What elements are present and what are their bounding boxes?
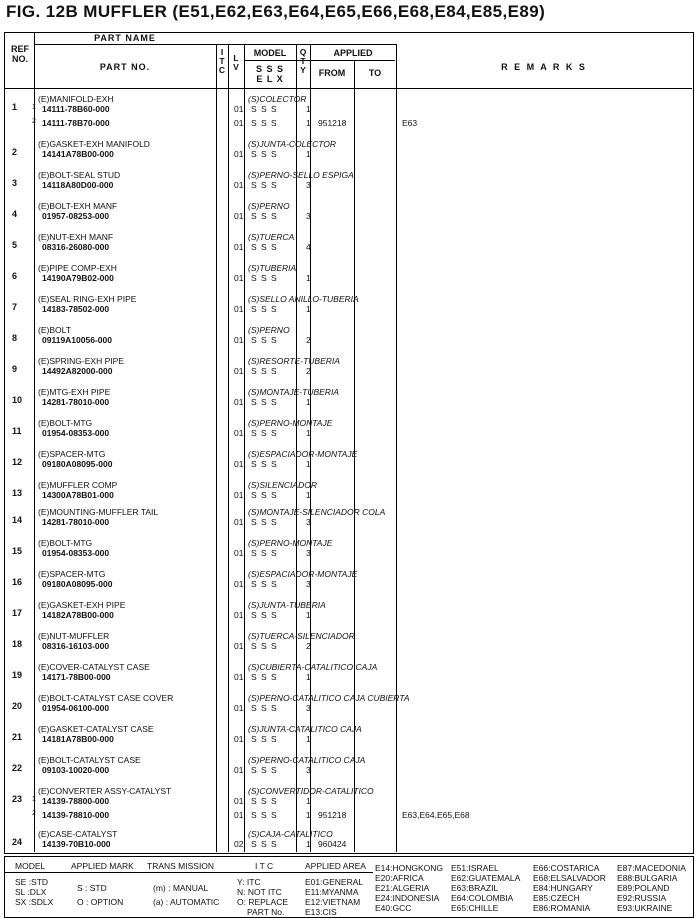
part-number: 14139-78810-000 (42, 810, 110, 820)
part-number: 14111-78B70-000 (42, 118, 110, 128)
part-number: 14141A78B00-000 (42, 149, 114, 159)
lv-value: 01 (234, 490, 244, 500)
part-name: (E)MTG-EXH PIPE (38, 387, 111, 397)
qty-value: 1 (306, 672, 311, 682)
part-number: 09103-10020-000 (42, 765, 110, 775)
legend-model-header: MODEL (15, 861, 46, 871)
remarks-value: E63 (402, 118, 418, 128)
ref-number: 2 (12, 147, 18, 157)
legend-applied-mark-header: APPLIED MARK (71, 861, 134, 871)
model-marks: S S S (251, 579, 278, 589)
part-number: 01957-08253-000 (42, 211, 110, 221)
applied-from: 951218 (318, 118, 347, 128)
lv-value: 01 (234, 703, 244, 713)
table-row (4, 755, 692, 783)
spanish-name: (S)MONTAJE-TUBERIA (248, 387, 339, 397)
part-number: 01954-08353-000 (42, 548, 110, 558)
qty-value: 2 (306, 641, 311, 651)
lv-value: 01 (234, 366, 244, 376)
qty-value: 1 (306, 304, 311, 314)
spanish-name: (S)CONVERTIDOR-CATALITICO (248, 786, 374, 796)
lv-value: 01 (234, 548, 244, 558)
legend-areas-4: E66:COSTARICA E68:ELSALVADOR E84:HUNGARY E85:CZECH E86:ROMANIA (533, 863, 606, 913)
part-name: (E)MUFFLER COMP (38, 480, 118, 490)
spanish-name: (S)CAJA-CATALITICO (248, 829, 333, 839)
lv-value: 01 (234, 273, 244, 283)
spanish-name: (S)TUBERIA (248, 263, 297, 273)
lv-value: 02 (234, 839, 244, 849)
qty-value: 1 (306, 734, 311, 744)
ref-number: 11 (12, 426, 22, 436)
ref-number: 13 (12, 488, 23, 498)
part-number: 09180A08095-000 (42, 579, 113, 589)
table-row (4, 263, 692, 291)
ref-number: 22 (12, 763, 23, 773)
model-marks: S S S (251, 242, 278, 252)
sub-index: 2 (32, 118, 36, 125)
lv-value: 01 (234, 672, 244, 682)
part-number: 14171-78B00-000 (42, 672, 111, 682)
qty-value: 1 (306, 149, 311, 159)
legend-areas-1: E01:GENERAL E11:MYANMA E12:VIETNAM E13:CIS (305, 877, 364, 917)
legend-areas-5: E87:MACEDONIA E88:BULGARIA E89:POLAND E92:RUSSIA E93:UKRAINE (617, 863, 686, 913)
spanish-name: (S)PERNO (248, 325, 290, 335)
qty-value: 3 (306, 180, 311, 190)
part-number: 09180A08095-000 (42, 459, 113, 469)
model-marks: S S S (251, 641, 278, 651)
part-name: (E)BOLT-SEAL STUD (38, 170, 121, 180)
table-row (4, 449, 692, 477)
lv-header: L V (233, 53, 239, 72)
lv-value: 01 (234, 641, 244, 651)
lv-value: 01 (234, 734, 244, 744)
table-row (4, 139, 692, 167)
part-number: 14139-70B10-000 (42, 839, 111, 849)
model-marks: S S S (251, 397, 278, 407)
ref-number: 19 (12, 670, 23, 680)
ref-number: 23 (12, 794, 23, 804)
model-marks: S S S (251, 180, 278, 190)
model-marks: S S S (251, 810, 278, 820)
model-marks: S S S (251, 796, 278, 806)
spanish-name: (S)ESPACIADOR-MONTAJE (248, 449, 358, 459)
lv-value: 01 (234, 242, 244, 252)
ref-number: 14 (12, 515, 23, 525)
ref-number: 16 (12, 577, 23, 587)
header-divider (34, 44, 396, 45)
sub-index: 1 (32, 796, 36, 803)
applied-from: 951218 (318, 810, 347, 820)
remarks-value: E63,E64,E65,E68 (402, 810, 470, 820)
part-name: (E)MOUNTING-MUFFLER TAIL (38, 507, 159, 517)
model-marks: S S S (251, 304, 278, 314)
spanish-name: (S)CUBIERTA-CATALITICO CAJA (248, 662, 378, 672)
model-marks: S S S (251, 428, 278, 438)
model-divider (245, 60, 395, 61)
sub-index: 2 (32, 810, 36, 817)
spanish-name: (S)PERNO-SELLO ESPIGA (248, 170, 354, 180)
table-row (4, 94, 692, 132)
model-marks: S S S (251, 517, 278, 527)
ref-number: 4 (12, 209, 18, 219)
part-name: (E)COVER-CATALYST CASE (38, 662, 150, 672)
spanish-name: (S)MONTAJE-SILENCIADOR COLA (248, 507, 386, 517)
part-number: 14118A80D00-000 (42, 180, 114, 190)
lv-value: 01 (234, 149, 244, 159)
lv-value: 01 (234, 810, 244, 820)
model-marks: S S S (251, 335, 278, 345)
table-row (4, 662, 692, 690)
model-marks: S S S (251, 548, 278, 558)
ref-number: 10 (12, 395, 23, 405)
lv-value: 01 (234, 397, 244, 407)
qty-value: 1 (306, 610, 311, 620)
part-name: (E)BOLT-CATALYST CASE (38, 755, 141, 765)
legend-header-divider (5, 872, 373, 873)
ref-number: 24 (12, 837, 23, 847)
spanish-name: (S)ESPACIADOR-MONTAJE (248, 569, 358, 579)
model-marks: S S S (251, 211, 278, 221)
ref-number: 21 (12, 732, 23, 742)
qty-header: Q T Y (299, 47, 307, 75)
qty-value: 1 (306, 428, 311, 438)
table-row (4, 170, 692, 198)
sub-index: 1 (32, 104, 36, 111)
part-number: 14300A78B01-000 (42, 490, 114, 500)
lv-value: 01 (234, 459, 244, 469)
part-number: 14111-78B60-000 (42, 104, 110, 114)
part-name-header: PART NAME (94, 33, 156, 43)
lv-value: 01 (234, 796, 244, 806)
part-name: (E)BOLT-EXH MANF (38, 201, 118, 211)
ref-number: 3 (12, 178, 18, 188)
legend-areas-2: E14:HONGKONG E20:AFRICA E21:ALGERIA E24:INDONESIA E40:GCC (375, 863, 444, 913)
part-number: 14281-78010-000 (42, 517, 110, 527)
part-no-header: PART NO. (99, 62, 151, 72)
lv-value: 01 (234, 765, 244, 775)
model-marks: S S S (251, 273, 278, 283)
table-row (4, 325, 692, 353)
legend-marks: S : STD O : OPTION (77, 883, 124, 907)
spanish-name: (S)TUERCA (248, 232, 295, 242)
qty-value: 3 (306, 548, 311, 558)
lv-value: 01 (234, 517, 244, 527)
part-name: (E)PIPE COMP-EXH (38, 263, 117, 273)
qty-value: 1 (306, 839, 311, 849)
table-row (4, 480, 692, 508)
part-number: 01954-08353-000 (42, 428, 110, 438)
table-row (4, 294, 692, 322)
part-name: (E)BOLT-MTG (38, 538, 93, 548)
ref-number: 1 (12, 102, 18, 112)
spanish-name: (S)JUNTA-CATALITICO CAJA (248, 724, 362, 734)
model-header: MODEL (253, 48, 287, 58)
model-marks: S S S (251, 734, 278, 744)
legend-box (4, 856, 694, 918)
table-row (4, 538, 692, 566)
part-name: (E)BOLT (38, 325, 71, 335)
ref-number: 8 (12, 333, 18, 343)
spanish-name: (S)COLECTOR (248, 94, 307, 104)
to-header: TO (368, 68, 382, 78)
lv-value: 01 (234, 180, 244, 190)
qty-value: 1 (306, 273, 311, 283)
table-row (4, 201, 692, 229)
part-name: (E)BOLT-MTG (38, 418, 93, 428)
part-name: (E)SPACER-MTG (38, 569, 106, 579)
table-row (4, 387, 692, 415)
spanish-name: (S)SELLO ANILLO-TUBERIA (248, 294, 359, 304)
table-row (4, 829, 692, 857)
model-marks: S S S (251, 610, 278, 620)
page-title: FIG. 12B MUFFLER (E51,E62,E63,E64,E65,E66,E68,E84,E85,E89) (6, 2, 546, 21)
applied-from: 960424 (318, 839, 347, 849)
legend-itc: Y: ITC N: NOT ITC O: REPLACE PART No. (237, 877, 289, 917)
model-marks: S S S (251, 672, 278, 682)
part-name: (E)SEAL RING-EXH PIPE (38, 294, 137, 304)
qty-value: 2 (306, 366, 311, 376)
part-name: (E)GASKET-EXH PIPE (38, 600, 126, 610)
table-row (4, 786, 692, 824)
qty-value: 1 (306, 796, 311, 806)
part-number: 14182A78B00-000 (42, 610, 114, 620)
part-name: (E)SPACER-MTG (38, 449, 106, 459)
part-number: 14281-78010-000 (42, 397, 110, 407)
part-number: 14181A78B00-000 (42, 734, 114, 744)
legend-areas-3: E51:ISRAEL E62:GUATEMALA E63:BRAZIL E64:COLOMBIA E65:CHILLE (451, 863, 521, 913)
part-name: (E)SPRING-EXH PIPE (38, 356, 124, 366)
legend-area-header: APPLIED AREA (305, 861, 366, 871)
part-name: (E)NUT-MUFFLER (38, 631, 110, 641)
lv-value: 01 (234, 304, 244, 314)
part-number: 14492A82000-000 (42, 366, 113, 376)
model-marks: S S S (251, 104, 278, 114)
ref-number: 6 (12, 271, 18, 281)
ref-number: 15 (12, 546, 23, 556)
qty-value: 1 (306, 118, 311, 128)
legend-itc-header: I T C (255, 861, 274, 871)
qty-value: 2 (306, 335, 311, 345)
table-row (4, 356, 692, 384)
legend-models: SE :STD SL :DLX SX :SDLX (15, 877, 54, 907)
part-number: 14183-78502-000 (42, 304, 110, 314)
remarks-header: R E M A R K S (501, 62, 587, 72)
lv-value: 01 (234, 104, 244, 114)
lv-value: 01 (234, 335, 244, 345)
ref-number: 12 (12, 457, 23, 467)
part-name: (E)GASKET-CATALYST CASE (38, 724, 154, 734)
lv-value: 01 (234, 610, 244, 620)
lv-value: 01 (234, 118, 244, 128)
spanish-name: (S)RESORTE-TUBERIA (248, 356, 340, 366)
model-marks: S S S (251, 490, 278, 500)
ref-number: 7 (12, 302, 18, 312)
part-number: 01954-06100-000 (42, 703, 110, 713)
table-row (4, 569, 692, 597)
applied-header: APPLIED (333, 48, 373, 58)
model-marks: S S S (251, 703, 278, 713)
lv-value: 01 (234, 428, 244, 438)
lv-value: 01 (234, 211, 244, 221)
model-marks: S S S (251, 118, 278, 128)
spanish-name: (S)PERNO-CATALITICO CAJA (248, 755, 366, 765)
ref-number: 9 (12, 364, 18, 374)
qty-value: 4 (306, 242, 311, 252)
spanish-name: (S)PERNO (248, 201, 290, 211)
part-number: 14190A79B02-000 (42, 273, 114, 283)
legend-trans-header: TRANS MISSION (147, 861, 215, 871)
spanish-name: (S)SILENCIADOR (248, 480, 317, 490)
qty-value: 3 (306, 703, 311, 713)
qty-value: 1 (306, 104, 311, 114)
table-row (4, 232, 692, 260)
qty-value: 3 (306, 579, 311, 589)
qty-value: 1 (306, 397, 311, 407)
part-name: (E)MANIFOLD-EXH (38, 94, 114, 104)
part-name: (E)CASE-CATALYST (38, 829, 118, 839)
header-bottom-border (4, 88, 692, 89)
spanish-name: (S)PERNO-MONTAJE (248, 418, 333, 428)
part-number: 08316-16103-000 (42, 641, 110, 651)
part-number: 08316-26080-000 (42, 242, 110, 252)
part-number: 14139-78800-000 (42, 796, 110, 806)
spanish-name: (S)PERNO-MONTAJE (248, 538, 333, 548)
qty-value: 3 (306, 517, 311, 527)
spanish-name: (S)PERNO-CATALITICO CAJA CUBIERTA (248, 693, 410, 703)
qty-value: 3 (306, 765, 311, 775)
part-name: (E)BOLT-CATALYST CASE COVER (38, 693, 174, 703)
qty-value: 1 (306, 810, 311, 820)
model-marks: S S S (251, 149, 278, 159)
from-header: FROM (318, 68, 346, 78)
ref-number: 20 (12, 701, 23, 711)
qty-value: 1 (306, 459, 311, 469)
ref-no-header: REF NO. (11, 44, 29, 64)
table-row (4, 418, 692, 446)
table-row (4, 507, 692, 535)
part-name: (E)CONVERTER ASSY-CATALYST (38, 786, 172, 796)
table-row (4, 600, 692, 628)
ref-number: 17 (12, 608, 23, 618)
table-row (4, 724, 692, 752)
qty-value: 3 (306, 211, 311, 221)
qty-value: 1 (306, 490, 311, 500)
spanish-name: (S)JUNTA-TUBERIA (248, 600, 326, 610)
part-name: (E)NUT-EXH MANF (38, 232, 114, 242)
legend-trans: (m) : MANUAL (a) : AUTOMATIC (153, 883, 220, 907)
spanish-name: (S)JUNTA-COLECTOR (248, 139, 336, 149)
table-row (4, 631, 692, 659)
itc-header: I T C (218, 47, 226, 75)
model-marks: S S S (251, 765, 278, 775)
model-marks: S S S (251, 366, 278, 376)
spanish-name: (S)TUERCA-SILENCIADOR (248, 631, 355, 641)
ref-number: 18 (12, 639, 23, 649)
part-name: (E)GASKET-EXH MANIFOLD (38, 139, 150, 149)
table-row (4, 693, 692, 721)
lv-value: 01 (234, 579, 244, 589)
model-marks: S S S (251, 459, 278, 469)
ref-number: 5 (12, 240, 18, 250)
model-marks: S S S (251, 839, 278, 849)
part-number: 09119A10056-000 (42, 335, 112, 345)
model-subheader: S S S E L X (255, 64, 284, 84)
